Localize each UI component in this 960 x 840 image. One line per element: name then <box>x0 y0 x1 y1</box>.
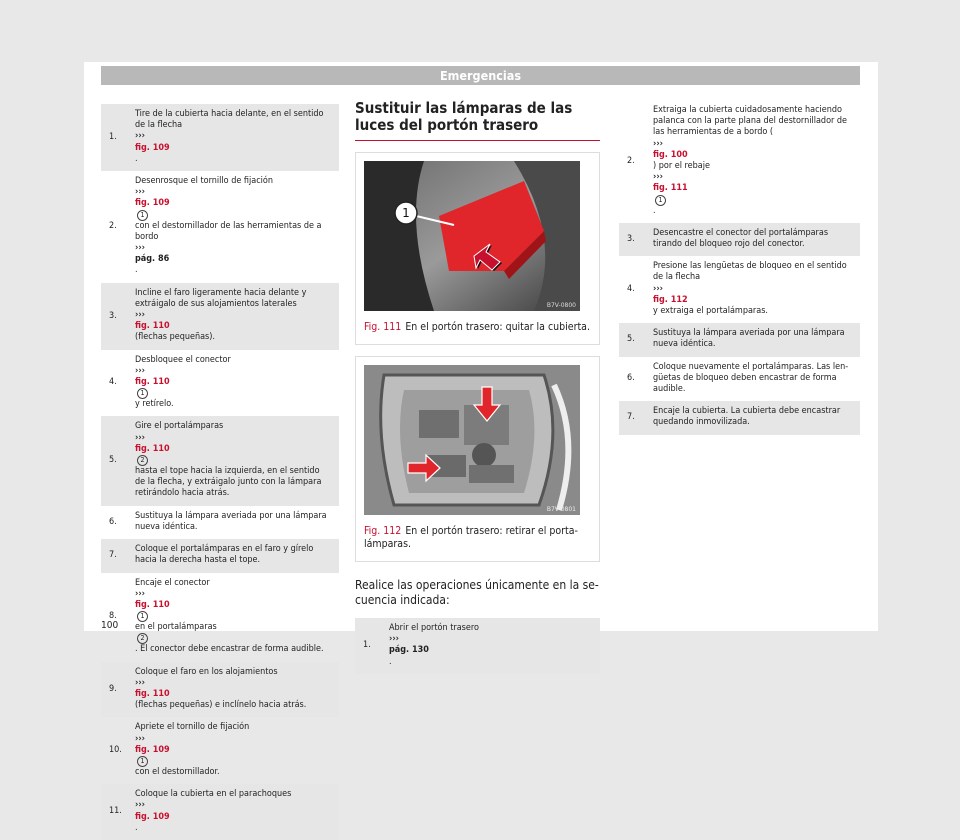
step-text: Gire el portalámparas ››› fig. 110 2 hasta el tope hacia la izquierda, en el sentido de la flecha, y extráigalo junto con la lámpara retirándolo hacia atrás. <box>135 421 322 499</box>
step-number: 7. <box>627 412 635 423</box>
step-text: Sustituya la lámpara averiada por una lámpara nueva idéntica. <box>135 510 327 532</box>
middle-column <box>355 100 600 674</box>
left-step <box>101 506 339 539</box>
step-number: 5. <box>109 455 117 466</box>
left-step <box>101 717 339 784</box>
left-step <box>101 171 339 283</box>
step-text: Desencastre el conector del portalámparas tirando del bloqueo rojo del conector. <box>653 227 829 250</box>
section-header: Emergencias <box>101 66 860 85</box>
right-step <box>619 401 860 434</box>
middle-step <box>355 618 600 674</box>
figure-112-caption: Fig. 112 En el portón trasero: retirar el portalámparas. <box>364 525 578 550</box>
step-number: 2. <box>109 221 117 232</box>
right-step <box>619 323 860 356</box>
step-number: 9. <box>109 683 117 694</box>
step-text: Coloque nuevamente el portalámparas. Las lengüetas de bloqueo deben encastrar de forma audible. <box>653 361 849 395</box>
step-number: 6. <box>109 516 117 527</box>
right-step <box>619 357 860 402</box>
step-number: 8. <box>109 611 117 622</box>
figure-112 <box>355 356 600 562</box>
step-number: 6. <box>627 373 635 384</box>
right-step <box>619 256 860 323</box>
step-number: 4. <box>109 377 117 388</box>
step-text: Coloque el faro en los alojamientos ››› fig. 110 (flechas pequeñas) e inclínelo hacia atrás. <box>135 666 307 711</box>
step-number: 1. <box>109 131 117 142</box>
left-step <box>101 573 339 662</box>
figure-111-caption: Fig. 111 En el portón trasero: quitar la cubierta. <box>364 321 590 333</box>
step-text: Desenrosque el tornillo de fijación ››› fig. 109 1 con el destornillador de las herramientas de a bordo ››› pág. 86 . <box>135 176 322 276</box>
step-text: Coloque el portalámparas en el faro y gírelo hacia la derecha hasta el tope. <box>135 544 314 566</box>
right-steps-list <box>619 100 860 435</box>
section-title: Sustituir las lámparas de las luces del portón trasero <box>355 100 600 141</box>
right-step <box>619 100 860 223</box>
left-step <box>101 662 339 718</box>
step-number: 7. <box>109 550 117 561</box>
step-text: Encaje el conector ››› fig. 110 1 en el portalámparas 2 . El conector debe encastrar de forma audible. <box>135 577 324 655</box>
step-text: Presione las lengüetas de bloqueo en el sentido de la flecha ››› fig. 112 y extraiga el portalámparas. <box>653 261 847 317</box>
step-text: Apriete el tornillo de fijación ››› fig. 109 1 con el destornillador. <box>135 722 250 777</box>
step-number: 5. <box>627 334 635 345</box>
figure-112-image <box>364 365 580 515</box>
left-step <box>101 416 339 505</box>
left-step <box>101 350 339 417</box>
figure-111-image <box>364 161 580 311</box>
page-number: 100 <box>101 620 119 631</box>
left-step <box>101 104 339 171</box>
intro-paragraph: Realice las operaciones únicamente en la secuencia indicada: <box>355 578 599 607</box>
figure-111 <box>355 152 600 345</box>
fig111-code: B7V-0800 <box>546 302 576 309</box>
fig111-callout-1: 1 <box>402 206 410 220</box>
fig112-code: B7V-0801 <box>546 506 576 513</box>
left-step <box>101 539 339 572</box>
step-number: 2. <box>627 155 635 166</box>
step-number: 4. <box>627 284 635 295</box>
left-steps-list <box>101 104 339 840</box>
left-step <box>101 784 339 840</box>
step-number: 11. <box>109 806 122 817</box>
step-text: Sustituya la lámpara averiada por una lámpara nueva idéntica. <box>653 328 845 350</box>
step-text: Extraiga la cubierta cuidadosamente haciendo palanca con la parte plana del destornillador de las herramientas de a bordo ( ››› fig. 100 ) por el rebaje ››› fig. 111 1 . <box>653 105 848 216</box>
step-text: Abrir el portón trasero ››› pág. 130 . <box>389 623 479 667</box>
step-text: Tire de la cubierta hacia delante, en el sentido de la flecha ››› fig. 109 . <box>135 109 324 164</box>
left-step <box>101 283 339 350</box>
step-text: Incline el faro ligeramente hacia delante y extráigalo de sus alojamientos laterales ››› fig. 110 (flechas pequeñas). <box>135 287 307 343</box>
step-number: 1. <box>363 640 371 651</box>
step-text: Coloque la cubierta en el parachoques ››› fig. 109 . <box>135 789 292 833</box>
middle-step-list <box>355 618 600 674</box>
step-number: 10. <box>109 745 122 756</box>
step-number: 3. <box>627 233 635 244</box>
step-text: Desbloquee el conector ››› fig. 110 1 y retírelo. <box>135 354 231 410</box>
step-number: 3. <box>109 310 117 321</box>
right-step <box>619 223 860 256</box>
step-text: Encaje la cubierta. La cubierta debe encastrar quedando inmovilizada. <box>653 406 841 428</box>
